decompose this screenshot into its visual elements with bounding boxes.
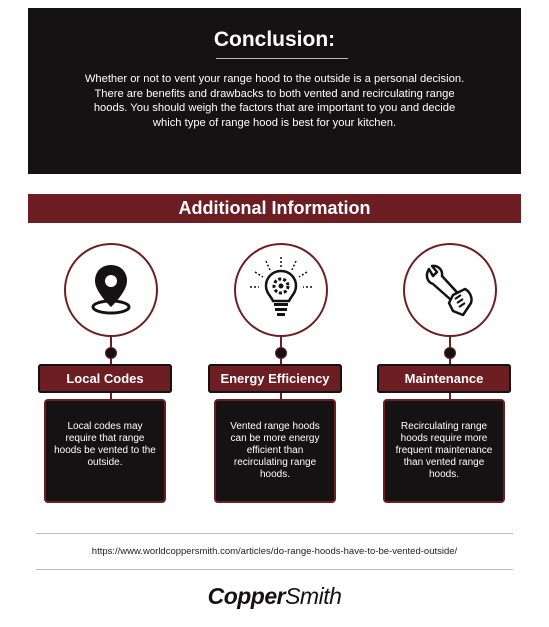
location-pin-icon xyxy=(66,245,156,335)
text-box-local-codes: Local codes may require that range hoods be vented to the outside. xyxy=(44,399,166,503)
icon-circle xyxy=(234,243,328,337)
additional-info-header: Additional Information xyxy=(28,194,521,223)
source-url[interactable]: https://www.worldcoppersmith.com/articles/do-range-hoods-have-to-be-vented-outside/ xyxy=(91,546,458,557)
footer-divider-bottom xyxy=(36,569,513,570)
label-local-codes: Local Codes xyxy=(38,364,172,393)
conclusion-panel xyxy=(28,8,521,174)
info-column-local-codes xyxy=(38,243,188,505)
footer-divider-top xyxy=(36,533,513,534)
conclusion-title: Conclusion: xyxy=(213,28,336,51)
title-divider xyxy=(216,58,348,59)
text-box-maintenance: Recirculating range hoods require more frequent maintenance than vented range hoods. xyxy=(383,399,505,503)
logo-smith: Smith xyxy=(285,583,342,609)
icon-circle xyxy=(403,243,497,337)
text-box-energy-efficiency: Vented range hoods can be more energy efficient than recirculating range hoods. xyxy=(214,399,336,503)
coppersmith-logo xyxy=(0,583,549,610)
logo-copper: Copper xyxy=(207,583,286,609)
lightbulb-gear-icon xyxy=(236,245,326,335)
info-column-maintenance xyxy=(377,243,527,505)
wrench-hand-icon xyxy=(405,245,495,335)
conclusion-text: Whether or not to vent your range hood to the outside is a personal decision. There are benefits and drawbacks to both vented and recirculating range hoods. You should weigh the factors that are important to you and decide which type of range hood is best for your kitchen. xyxy=(84,73,465,129)
icon-circle xyxy=(64,243,158,337)
label-maintenance: Maintenance xyxy=(377,364,511,393)
info-column-energy-efficiency xyxy=(208,243,358,505)
label-energy-efficiency: Energy Efficiency xyxy=(208,364,342,393)
